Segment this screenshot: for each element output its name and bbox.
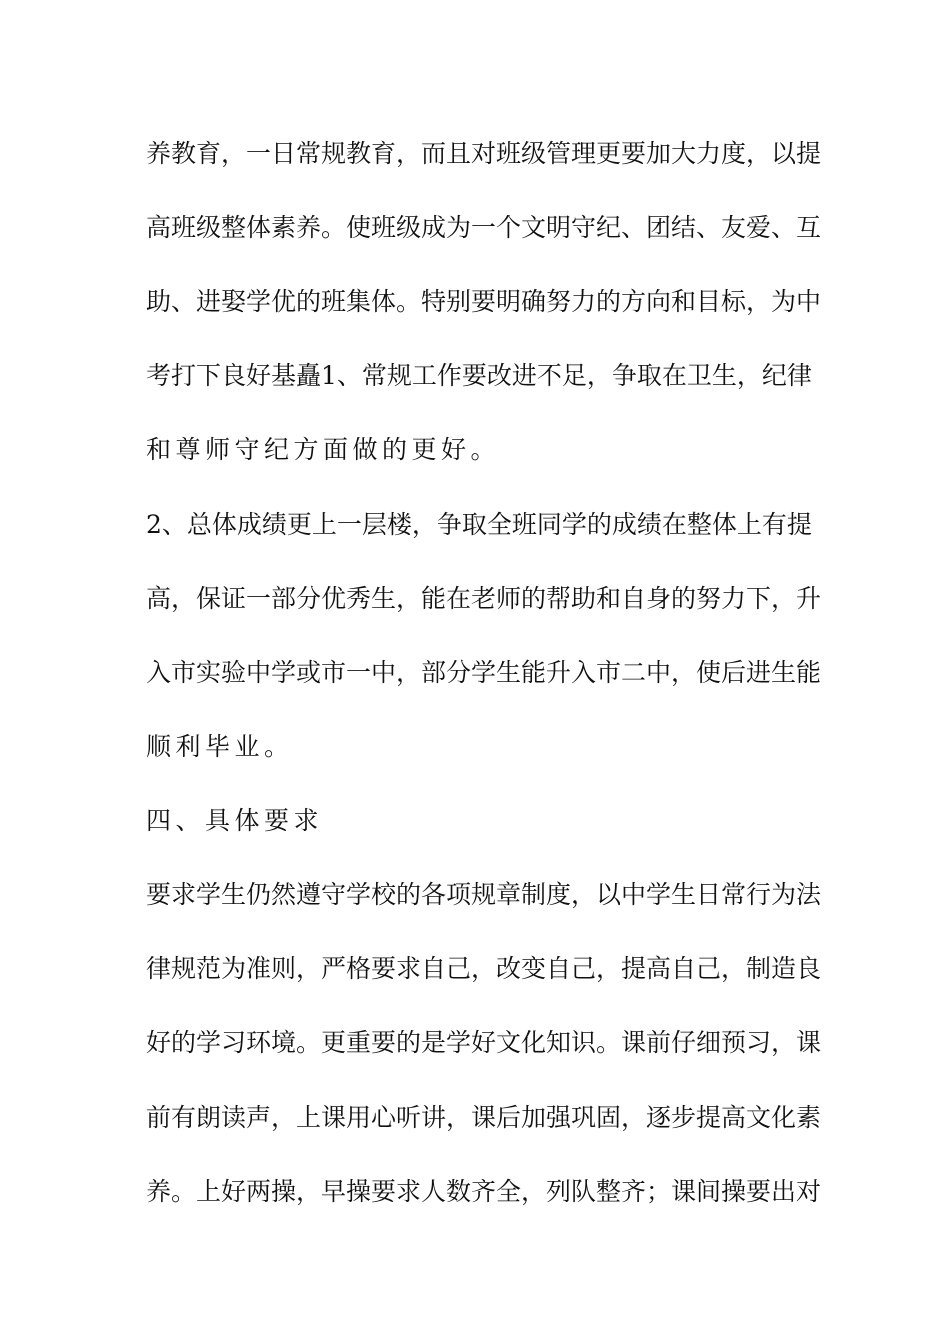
text-line: 顺利毕业。 — [146, 732, 294, 761]
text-line: 高，保证一部分优秀生，能在老师的帮助和自身的努力下，升 — [146, 584, 822, 613]
text-line: 高班级整体素养。使班级成为一个文明守纪、团结、友爱、互 — [146, 213, 822, 242]
text-line: 入市实验中学或市一中，部分学生能升入市二中，使后进生能 — [146, 658, 822, 687]
text-line: 养教育，一日常规教育，而且对班级管理更要加大力度，以提 — [146, 139, 822, 168]
text-line: 养。上好两操，早操要求人数齐全，列队整齐；课间操要出对 — [146, 1177, 822, 1206]
text-line: 考打下良好基矗1、常规工作要改进不足，争取在卫生，纪律 — [146, 361, 812, 390]
text-line: 和尊师守纪方面做的更好。 — [146, 435, 501, 464]
text-line: 要求学生仍然遵守学校的各项规章制度，以中学生日常行为法 — [146, 880, 822, 909]
text-line: 好的学习环境。更重要的是学好文化知识。课前仔细预习，课 — [146, 1028, 822, 1057]
text-line: 前有朗读声，上课用心听讲，课后加强巩固，逐步提高文化素 — [146, 1103, 822, 1132]
text-line: 律规范为准则，严格要求自己，改变自己，提高自己，制造良 — [146, 954, 822, 983]
text-line: 2、总体成绩更上一层楼，争取全班同学的成绩在整体上有提 — [146, 510, 812, 539]
text-line: 助、进娶学优的班集体。特别要明确努力的方向和目标，为中 — [146, 287, 822, 316]
section-heading: 四、具体要求 — [146, 806, 324, 835]
